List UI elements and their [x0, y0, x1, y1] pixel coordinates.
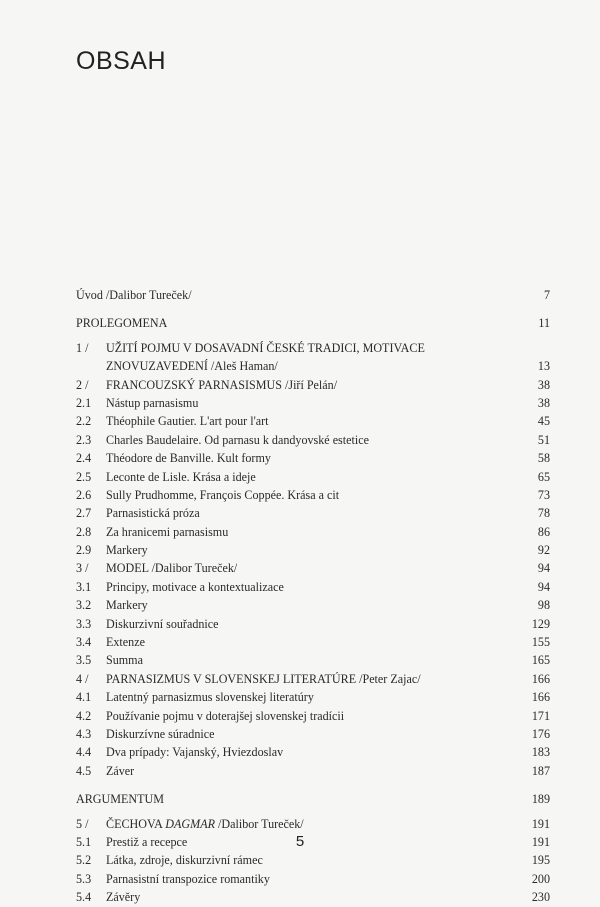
toc-entry-number: 5.2: [76, 853, 92, 868]
dot-leader: [239, 560, 534, 570]
dot-leader: [194, 287, 534, 297]
dot-leader: [341, 487, 534, 497]
toc-chapter-1-continued: [76, 357, 550, 375]
toc-subchapter-3-1: [76, 578, 550, 596]
toc-entry-number: 3.5: [76, 653, 92, 668]
toc-entry-page: 98: [537, 598, 550, 613]
toc-entry-number: 2.6: [76, 487, 92, 502]
toc-subchapter-2-8: [76, 523, 550, 541]
toc-subchapter-4-3: [76, 725, 550, 743]
toc-entry-title: Extenze: [106, 635, 145, 650]
toc-entry-page: 78: [537, 506, 550, 521]
dot-leader: [221, 616, 530, 626]
toc-subchapter-2-6: [76, 486, 550, 504]
toc-entry-title: Summa: [106, 653, 143, 668]
toc-chapter-3: [76, 559, 550, 577]
toc-chapter-2: [76, 376, 550, 394]
dot-leader: [142, 889, 530, 899]
toc-entry-page: 165: [531, 653, 550, 668]
toc-entry-number: 5.3: [76, 871, 92, 886]
toc-subchapter-5-3: [76, 870, 550, 888]
toc-entry-title: UŽITÍ POJMU V DOSAVADNÍ ČESKÉ TRADICI, MOTIVACE: [106, 340, 425, 355]
toc-entry-page: 200: [531, 871, 550, 886]
toc-entry-page: 129: [531, 616, 550, 631]
toc-subchapter-2-3: [76, 431, 550, 449]
toc-entry-page: 183: [531, 745, 550, 760]
dot-leader: [285, 744, 530, 754]
toc-section-prolegomena: [76, 314, 550, 332]
table-of-contents: [76, 286, 550, 907]
toc-subchapter-3-2: [76, 596, 550, 614]
dot-leader: [145, 652, 530, 662]
toc-entry-title: Markery: [106, 598, 148, 613]
dot-leader: [273, 450, 534, 460]
toc-subchapter-2-9: [76, 541, 550, 559]
toc-section-title: ARGUMENTUM: [76, 792, 165, 807]
toc-entry-page: 7: [543, 288, 550, 302]
toc-entry-page: 45: [537, 414, 550, 429]
toc-entry-number: 2.3: [76, 432, 92, 447]
dot-leader: [271, 413, 534, 423]
toc-entry-page: 13: [537, 359, 550, 374]
toc-entry-title: Prestiž a recepce: [106, 834, 188, 849]
dot-leader: [202, 505, 534, 515]
toc-entry-number: 3.4: [76, 635, 92, 650]
toc-entry-page: 51: [537, 432, 550, 447]
toc-entry-title-part: /Dalibor Tureček/: [214, 816, 304, 831]
toc-entry-number: 5 /: [76, 816, 89, 831]
toc-entry-title: Diskurzivní souřadnice: [106, 616, 219, 631]
dot-leader: [316, 689, 530, 699]
toc-entry-page: 94: [537, 561, 550, 576]
toc-subchapter-4-2: [76, 707, 550, 725]
toc-entry-page: 58: [537, 451, 550, 466]
toc-entry-title-part: ČECHOVA: [106, 816, 166, 831]
toc-section-title: PROLEGOMENA: [76, 316, 168, 331]
toc-subchapter-4-4: [76, 743, 550, 761]
toc-subchapter-3-4: [76, 633, 550, 651]
toc-entry-title: Charles Baudelaire. Od parnasu k dandyovské estetice: [106, 432, 369, 447]
toc-entry-title: Parnasistická próza: [106, 506, 200, 521]
dot-leader: [280, 358, 534, 368]
toc-entry-number: 4.3: [76, 726, 92, 741]
toc-entry-page: 155: [531, 635, 550, 650]
toc-entry-number: 2.5: [76, 469, 92, 484]
dot-leader: [166, 791, 530, 801]
toc-entry-title: Théodore de Banville. Kult formy: [106, 451, 271, 466]
toc-chapter-4: [76, 670, 550, 688]
page-title: OBSAH: [76, 47, 167, 75]
toc-entry-page: 65: [537, 469, 550, 484]
toc-entry-title: Látka, zdroje, diskurzivní rámec: [106, 853, 263, 868]
toc-entry-page: 191: [531, 816, 550, 831]
dot-leader: [265, 852, 530, 862]
toc-entry-title: Závěry: [106, 890, 141, 905]
toc-subchapter-2-1: [76, 394, 550, 412]
dot-leader: [306, 816, 530, 826]
toc-entry-page: 230: [531, 890, 550, 905]
toc-subchapter-2-5: [76, 468, 550, 486]
toc-entry-page: 166: [531, 671, 550, 686]
toc-entry-title: Principy, motivace a kontextualizace: [106, 579, 284, 594]
toc-entry-title-italic: DAGMAR: [165, 816, 215, 831]
toc-entry-page: 92: [537, 543, 550, 558]
toc-entry-title: Nástup parnasismu: [106, 395, 199, 410]
dot-leader: [339, 377, 534, 387]
dot-leader: [230, 524, 534, 534]
toc-entry-number: 3.2: [76, 598, 92, 613]
toc-entry-title: MODEL /Dalibor Tureček/: [106, 561, 238, 576]
dot-leader: [216, 726, 529, 736]
toc-subchapter-2-7: [76, 504, 550, 522]
toc-entry-number: 4.4: [76, 745, 92, 760]
toc-entry-title: Leconte de Lisle. Krása a ideje: [106, 469, 256, 484]
toc-entry-title: Diskurzívne súradnice: [106, 726, 215, 741]
toc-entry-page: 189: [531, 792, 550, 807]
toc-entry-page: 195: [531, 853, 550, 868]
toc-entry-number: 4 /: [76, 671, 89, 686]
dot-leader: [136, 763, 530, 773]
toc-entry-page: 38: [537, 395, 550, 410]
toc-entry-page: 86: [537, 524, 550, 539]
toc-entry-uvod: [76, 286, 550, 304]
toc-entry-title: PARNASIZMUS V SLOVENSKEJ LITERATÚRE /Peter Zajac/: [106, 671, 421, 686]
toc-entry-page: 11: [538, 316, 550, 331]
toc-entry-page: 187: [531, 763, 550, 778]
toc-entry-title: Parnasistní transpozice romantiky: [106, 871, 270, 886]
toc-entry-page: 38: [537, 377, 550, 392]
toc-entry-title: Latentný parnasizmus slovenskej literatúry: [106, 690, 314, 705]
toc-entry-page: 94: [537, 579, 550, 594]
toc-subchapter-4-5: [76, 762, 550, 780]
toc-entry-title: Sully Prudhomme, François Coppée. Krása a cit: [106, 487, 340, 502]
toc-entry-number: 2.2: [76, 414, 92, 429]
toc-entry-page: 166: [531, 690, 550, 705]
toc-subchapter-4-1: [76, 688, 550, 706]
toc-entry-number: 2.1: [76, 395, 92, 410]
dot-leader: [169, 315, 534, 325]
toc-subchapter-3-3: [76, 615, 550, 633]
toc-entry-title: Théophile Gautier. L'art pour l'art: [106, 414, 269, 429]
toc-entry-page: 191: [531, 834, 550, 849]
toc-entry-page: 73: [537, 487, 550, 502]
toc-entry-title: Úvod /Dalibor Tureček/: [76, 288, 192, 302]
toc-entry-number: 1 /: [76, 340, 89, 355]
toc-subchapter-5-2: [76, 851, 550, 869]
toc-entry-number: 5.1: [76, 834, 92, 849]
toc-entry-number: 4.5: [76, 763, 92, 778]
toc-entry-page: 176: [531, 726, 550, 741]
toc-entry-number: 2.8: [76, 524, 92, 539]
page-number: 5: [295, 833, 305, 850]
toc-entry-page: 171: [531, 708, 550, 723]
toc-entry-title: [106, 815, 304, 833]
toc-entry-number: 3.1: [76, 579, 92, 594]
toc-section-argumentum: [76, 790, 550, 808]
dot-leader: [371, 432, 534, 442]
dot-leader: [423, 671, 530, 681]
toc-entry-title: Markery: [106, 543, 148, 558]
toc-subchapter-3-5: [76, 651, 550, 669]
dot-leader: [286, 579, 534, 589]
toc-entry-number: 2.4: [76, 451, 92, 466]
toc-entry-title: Používanie pojmu v doterajšej slovenskej tradícii: [106, 708, 345, 723]
toc-subchapter-2-2: [76, 412, 550, 430]
toc-entry-number: 2 /: [76, 377, 89, 392]
toc-entry-number: 2.7: [76, 506, 92, 521]
toc-entry-number: 5.4: [76, 890, 92, 905]
toc-entry-title-continued: ZNOVUZAVEDENÍ /Aleš Haman/: [106, 359, 278, 374]
dot-leader: [150, 597, 534, 607]
toc-entry-title: Záver: [106, 763, 135, 778]
toc-chapter-1: [76, 339, 550, 357]
toc-subchapter-5-4: [76, 888, 550, 906]
toc-entry-title: Dva prípady: Vajanský, Hviezdoslav: [106, 745, 284, 760]
dot-leader: [258, 469, 534, 479]
toc-entry-number: 3.3: [76, 616, 92, 631]
toc-entry-title: FRANCOUZSKÝ PARNASISMUS /Jiří Pelán/: [106, 377, 338, 392]
toc-entry-number: 3 /: [76, 561, 89, 576]
dot-leader: [147, 634, 530, 644]
dot-leader: [272, 871, 530, 881]
toc-entry-title: Za hranicemi parnasismu: [106, 524, 229, 539]
toc-entry-number: 2.9: [76, 543, 92, 558]
dot-leader: [346, 708, 530, 718]
toc-entry-number: 4.2: [76, 708, 92, 723]
dot-leader: [150, 542, 534, 552]
toc-subchapter-2-4: [76, 449, 550, 467]
toc-entry-number: 4.1: [76, 690, 92, 705]
dot-leader: [200, 395, 534, 405]
toc-chapter-5: [76, 815, 550, 833]
